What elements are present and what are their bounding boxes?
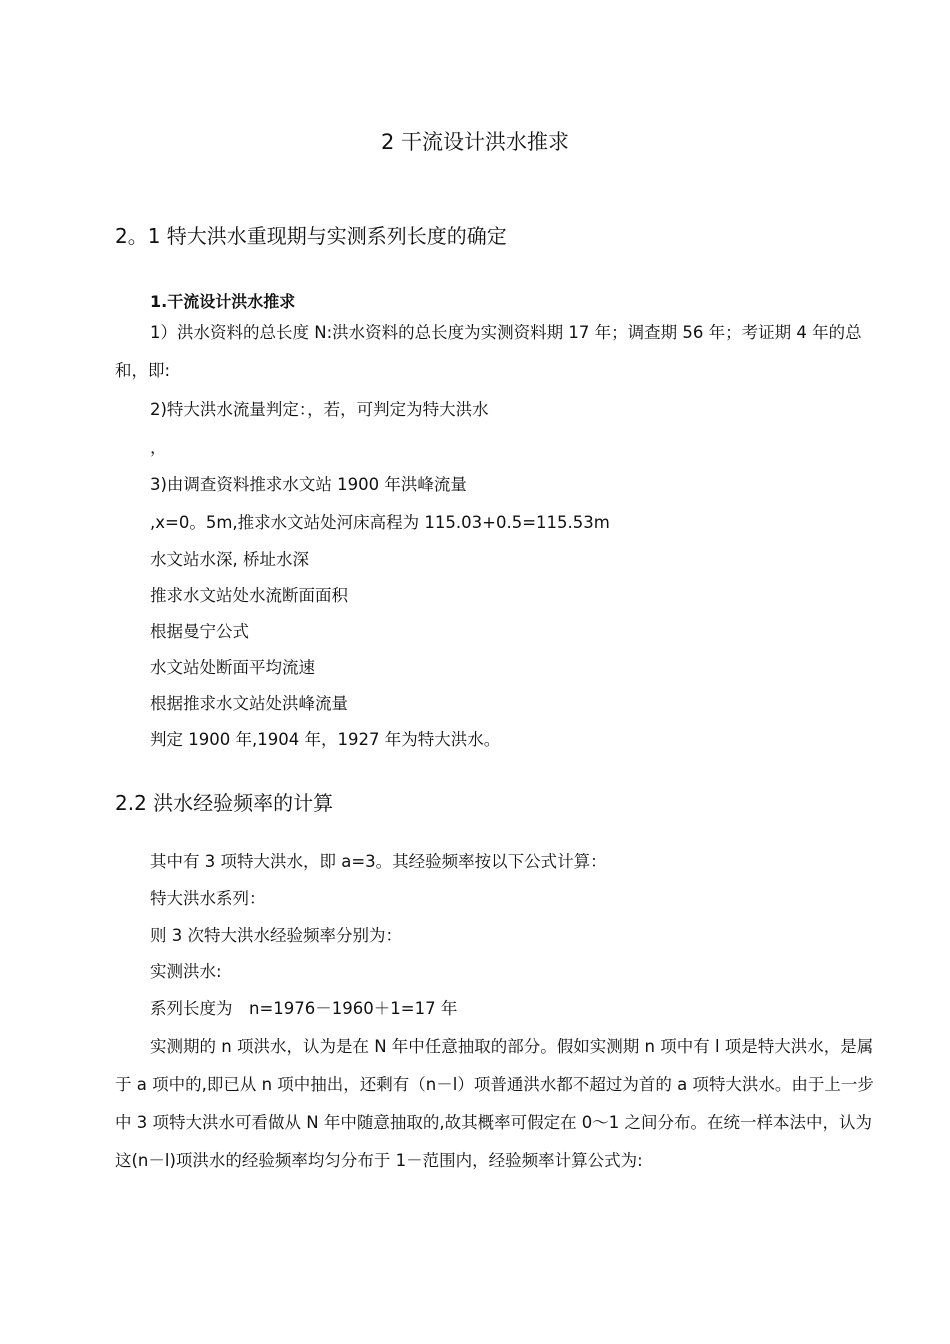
text-line: 水文站处断面平均流速: [150, 658, 315, 677]
text-line: 实测洪水:: [150, 962, 222, 981]
text-line: 根据推求水文站处洪峰流量: [150, 694, 348, 713]
section-heading-2-2: 2.2 洪水经验频率的计算: [115, 791, 334, 815]
text-line: 则 3 次特大洪水经验频率分别为：: [150, 926, 402, 945]
text-line: 判定 1900 年,1904 年，1927 年为特大洪水。: [150, 730, 501, 749]
text-line: 其中有 3 项特大洪水，即 a=3。其经验频率按以下公式计算：: [150, 852, 607, 871]
subheading: 1.干流设计洪水推求: [150, 292, 296, 311]
text-line: 根据曼宁公式: [150, 622, 249, 641]
text-line: 水文站水深, 桥址水深: [150, 550, 309, 569]
text-line: 系列长度为 n=1976－1960＋1=17 年: [150, 999, 458, 1018]
text-line: ,x=0。5m,推求水文站处河床高程为 115.03+0.5=115.53m: [150, 513, 610, 532]
text-line: 推求水文站处水流断面面积: [150, 586, 348, 605]
text-line: 特大洪水系列：: [150, 889, 266, 908]
text-line: 2)特大洪水流量判定：，若，可判定为特大洪水: [150, 400, 489, 419]
text-line: 3)由调查资料推求水文站 1900 年洪峰流量: [150, 475, 467, 494]
section-heading-2-1: 2。1 特大洪水重现期与实测系列长度的确定: [115, 224, 507, 248]
page-title: 2 干流设计洪水推求: [380, 130, 570, 154]
text-line: ，: [150, 438, 167, 457]
paragraph-flood-length: 1）洪水资料的总长度 N:洪水资料的总长度为实测资料期 17 年；调查期 56 年；考证期 4 年的总和，即:: [115, 323, 862, 380]
paragraph-empirical-frequency: 实测期的 n 项洪水，认为是在 N 年中任意抽取的部分。假如实测期 n 项中有 l 项是特大洪水，是属于 a 项中的,即已从 n 项中抽出，还剩有（n－l）项普通洪水都不超过为首的 a 项特大洪水。由于上一步中 3 项特大洪水可看做从 N 年中随意抽取的,故其概率可假定在 0～1 之间分布。在统一样本法中，认为这(n－l)项洪水的经验频率均匀分布于 1－范围内，经验频率计算公式为:: [115, 1037, 874, 1170]
